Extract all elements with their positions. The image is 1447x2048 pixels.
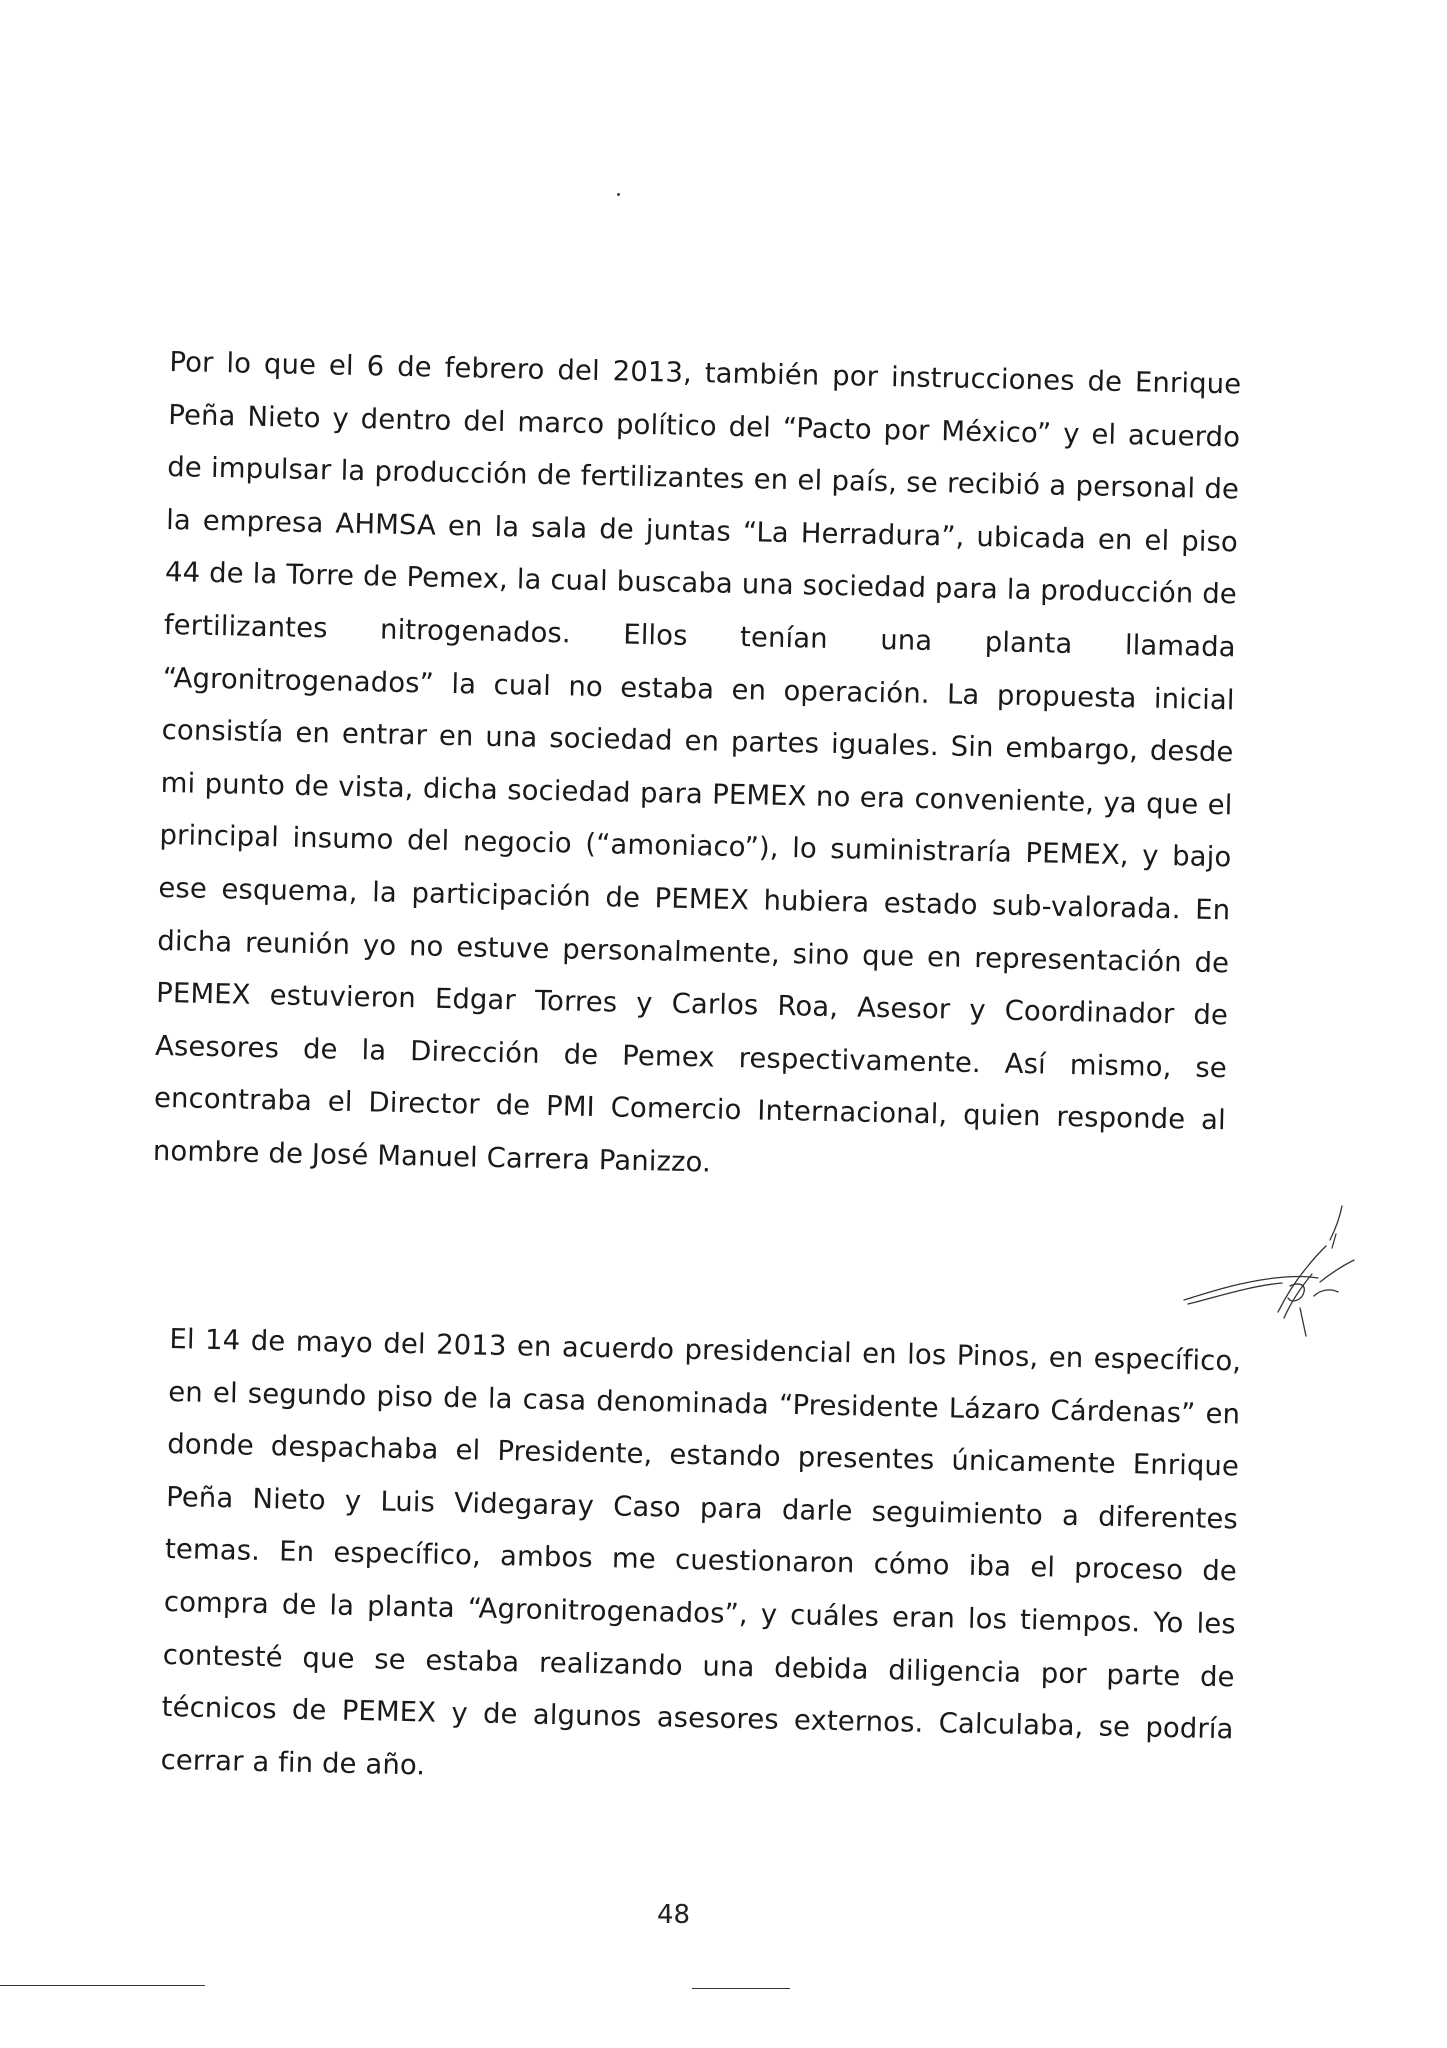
footer-rule-center <box>692 1988 790 1989</box>
scan-artifact <box>617 193 620 196</box>
paragraph-1: Por lo que el 6 de febrero del 2013, también por instrucciones de Enrique Peña Nieto y dentro del marco político del “Pacto por México” y el acuerdo de impulsar la producción de fertilizantes en el país, se recibió a personal de la empresa AHMSA en la sala de juntas “La Herradura”, ubicada en el piso 44 de la Torre de Pemex, la cual buscaba una sociedad para la producción de fertilizantes nitrogenados. Ellos tenían una planta llamada “Agronitrogenados” la cual no estaba en operación. La propuesta inicial consistía en entrar en una sociedad en partes iguales. Sin embargo, desde mi punto de vista, dicha sociedad para PEMEX no era conveniente, ya que el principal insumo del negocio (“amoniaco”), lo suministraría PEMEX, y bajo ese esquema, la participación de PEMEX hubiera estado sub-valorada. En dicha reunión yo no estuve personalmente, sino que en representación de PEMEX estuvieron Edgar Torres y Carlos Roa, Asesor y Coordinador de Asesores de la Dirección de Pemex respectivamente. Así mismo, se encontraba el Director de PMI Comercio Internacional, quien responde al nombre de José Manuel Carrera Panizzo. <box>152 345 1242 1179</box>
page-number: 48 <box>656 1900 691 1930</box>
footer-rule-left <box>0 1985 205 1986</box>
paragraph-2: El 14 de mayo del 2013 en acuerdo presidencial en los Pinos, en específico, en el segundo piso de la casa denominada “Presidente Lázaro Cárdenas” en donde despachaba el Presidente, estando presentes únicamente Enrique Peña Nieto y Luis Videgaray Caso para darle seguimiento a diferentes temas. En específico, ambos me cuestionaron cómo iba el proceso de compra de la planta “Agronitrogenados”, y cuáles eran los tiempos. Yo les contesté que se estaba realizando una debida diligencia por parte de técnicos de PEMEX y de algunos asesores externos. Calculaba, se podría cerrar a fin de año. <box>160 1322 1242 1782</box>
handwritten-signature <box>1180 1200 1380 1350</box>
